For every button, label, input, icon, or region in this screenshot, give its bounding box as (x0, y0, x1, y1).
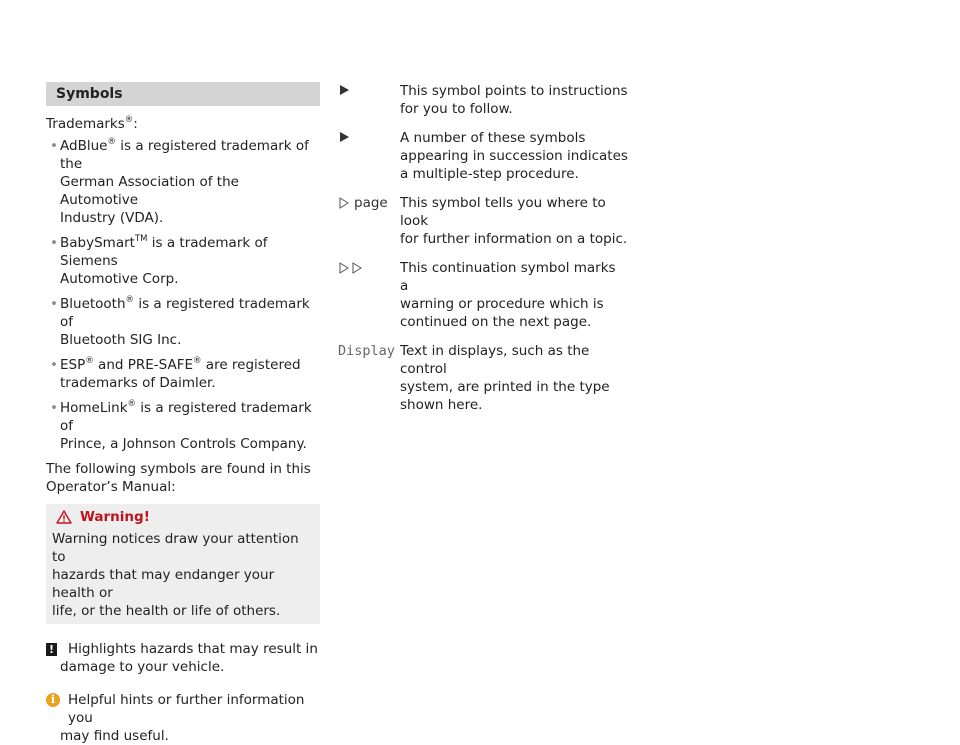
trademark-item-adblue: • AdBlue® is a registered trademark of the German Association of the Automotive Industry (VDA). (50, 137, 309, 226)
symbol-description: This continuation symbol marks a warning or procedure which is continued on the next page. (400, 260, 616, 330)
trademarks-heading: Trademarks®: (46, 115, 138, 132)
bullet-icon: • (50, 357, 58, 373)
double-arrow-outline-icon (338, 262, 364, 274)
warning-title: Warning! (80, 509, 150, 525)
symbol-description: Text in displays, such as the control system, are printed in the type shown here. (400, 343, 610, 413)
warning-triangle-icon (56, 510, 72, 524)
symbol-cell (338, 129, 400, 183)
bullet-icon: • (50, 400, 58, 416)
symbol-row-continuation (338, 259, 628, 331)
info-icon: i (46, 693, 60, 707)
symbol-cell (338, 194, 400, 248)
symbol-cell (338, 259, 400, 331)
symbol-cell (338, 342, 400, 414)
left-column (46, 82, 320, 745)
symbol-row-page (338, 194, 628, 248)
hint-note: i Helpful hints or further information you may find useful. (46, 691, 320, 745)
bullet-icon: • (50, 235, 58, 251)
exclamation-icon: ! (46, 643, 57, 656)
section-title: Symbols (56, 86, 123, 102)
bullet-icon: • (50, 296, 58, 312)
intro-text: The following symbols are found in this Operator’s Manual: (46, 461, 311, 495)
warning-box (46, 504, 320, 624)
hazard-note: ! Highlights hazards that may result in damage to your vehicle. (46, 640, 320, 676)
trademark-item-babysmart: • BabySmart™ is a trademark of Siemens Automotive Corp. (50, 234, 268, 287)
warning-heading (56, 508, 314, 526)
arrow-right-outline-icon (338, 197, 350, 209)
section-header (46, 82, 320, 106)
symbol-legend (338, 82, 628, 425)
trademark-item-esp: • ESP® and PRE-SAFE® are registered trademarks of Daimler. (50, 356, 301, 391)
symbol-description: This symbol points to instructions for you to follow. (400, 83, 628, 117)
trademark-item-homelink: • HomeLink® is a registered trademark of Prince, a Johnson Controls Company. (50, 399, 312, 452)
warning-text: Warning notices draw your attention to hazards that may endanger your health or life, or the health or life of others. (52, 531, 299, 619)
symbol-description: This symbol tells you where to look for further information on a topic. (400, 195, 628, 247)
trademark-list (46, 137, 320, 453)
symbol-description: A number of these symbols appearing in succession indicates a multiple-step procedure. (400, 130, 628, 182)
symbol-cell (338, 82, 400, 118)
arrow-right-filled-icon (340, 132, 349, 142)
bullet-icon: • (50, 138, 58, 154)
symbol-row-instruction (338, 82, 628, 118)
page-label: page (354, 195, 388, 211)
trademark-item-bluetooth: • Bluetooth® is a registered trademark of Bluetooth SIG Inc. (50, 295, 310, 348)
arrow-right-filled-icon (340, 85, 349, 95)
symbol-row-multistep (338, 129, 628, 183)
symbol-row-display (338, 342, 628, 414)
display-sample: Display (338, 343, 395, 359)
